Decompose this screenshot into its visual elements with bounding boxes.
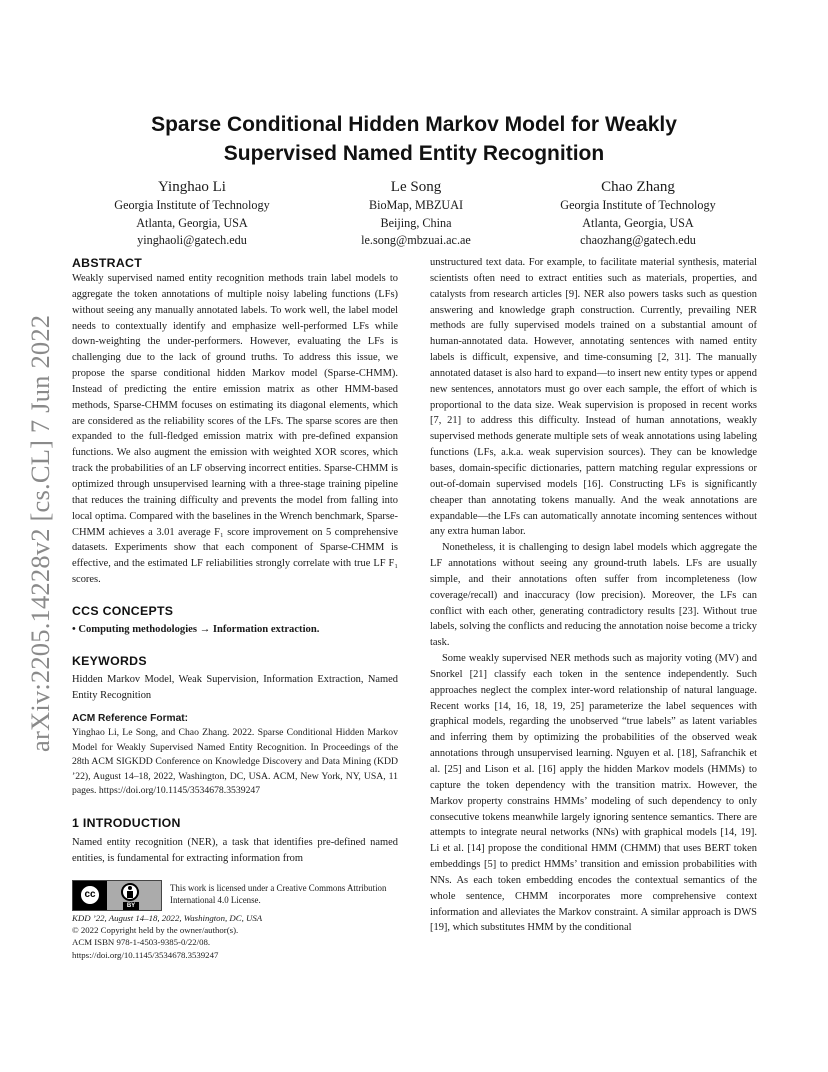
author-name: Yinghao Li: [158, 179, 226, 195]
arxiv-identifier: [8, 262, 68, 762]
conference-info: KDD ’22, August 14–18, 2022, Washington, DC, USA: [72, 913, 263, 923]
abstract-heading: ABSTRACT: [72, 256, 143, 270]
author-2: [296, 178, 536, 250]
body-paragraph: unstructured text data. For example, to facilitate material synthesis, material scientists often need to extract entities such as materials, properties, and catalysts from research articles [9]. NER also powers tasks such as question answering and knowledge graph construction. Currently, prevailing NER methods are fully supervised models trained on a substantial amount of human-annotated data. However, annotating sentences with named entity labels is difficult, expensive, and time-consuming [2, 31]. The manually annotated dataset is also hard to expand—to insert new entity types or append new sentences, annotators must go over each sample, the effort of which is proportional to the data size. Weak supervision is proposed in recent works [7, 21] to address this difficulty. Instead of human annotations, weakly supervised methods generate multiple sets of weak annotations using labeling functions (LFs, a.k.a. weak supervision sources). They can be knowledge bases, domain-specific dictionaries, pattern matching regular expressions or out-of-domain supervised models [16]. Constructing LFs is significantly cheaper than annotating tokens manually. And the weak annotations are expandable—the LFs can automatically annotate incoming sentences without any extra human labor.: [430, 257, 757, 538]
author-email: chaozhang@gatech.edu: [580, 233, 696, 247]
introduction-heading: 1 INTRODUCTION: [72, 816, 181, 830]
author-email: le.song@mbzuai.ac.ae: [361, 233, 471, 247]
acm-ref-text: Yinghao Li, Le Song, and Chao Zhang. 2022. Sparse Conditional Hidden Markov Model for Weakly Supervised Named Entity Recognition. In Proceedings of the 28th ACM SIGKDD Conference on Knowledge Discovery and Data Mining (KDD ’22), August 14–18, 2022, Washington, DC, USA. ACM, New York, NY, USA, 11 pages. https://doi.org/10.1145/3534678.3539247: [72, 727, 398, 797]
author-name: Le Song: [390, 179, 442, 195]
author-location: Beijing, China: [380, 215, 452, 230]
paper-title: [100, 110, 728, 168]
title-line: Supervised Named Entity Recognition: [223, 142, 605, 165]
right-column: [430, 255, 757, 936]
author-location: Atlanta, Georgia, USA: [136, 215, 248, 230]
left-column: [72, 255, 398, 815]
body-paragraph: Some weakly supervised NER methods such as majority voting (MV) and Snorkel [21] classify each token in the sentence independently. Such approaches neglect the complex inter-word relationship of natural language. Recent works [14, 16, 18, 19, 25] parameterize the label sequences with graphical models, regarding the unobserved “true labels” as latent variables and inferring them by optimizing the probabilities of the observed weak annotations through unsupervised learning. Nguyen et al. [18], Safranchik et al. [25] and Lison et al. [16] apply the hidden Markov models (HMMs) to capture the token dependency with the transition matrix. However, the Markov property constrains HMMs’ modeling of such dependency to only consecutive tokens meanwhile largely ignoring sentence semantics. There are attempts to integrate neural networks (NNs) with graphical models [14, 19]. Li et al. [14] propose the conditional HMM (CHMM) that uses BERT token embeddings [5] to predict HMMs’ transition and emission probabilities with NNs. As each token embedding encodes the contextual semantics of the whole sentence, CHMM incorporates more comprehensive context information and alleviates the Markov constraint. A similar approach is DWS [19], which substitutes HMM by the conditional: [430, 653, 757, 934]
author-affiliation: Georgia Institute of Technology: [560, 198, 716, 212]
introduction-text: Named entity recognition (NER), a task that identifies pre-defined named entities, is fundamental for extracting information from: [72, 837, 398, 864]
keywords-text: Hidden Markov Model, Weak Supervision, Information Extraction, Named Entity Recognition: [72, 673, 398, 701]
author-1: [72, 178, 312, 250]
author-affiliation: BioMap, MBZUAI: [368, 198, 464, 212]
ccs-item: • Computing methodologies → Information extraction.: [72, 623, 320, 635]
author-name: Chao Zhang: [601, 179, 675, 195]
cc-by-badge-icon[interactable]: [72, 880, 162, 911]
author-affiliation: Georgia Institute of Technology: [114, 198, 270, 212]
title-line: Sparse Conditional Hidden Markov Model for Weakly: [151, 113, 677, 136]
doi-link[interactable]: https://doi.org/10.1145/3534678.3539247: [72, 949, 219, 960]
footnote-block: [72, 912, 398, 961]
body-paragraph: Nonetheless, it is challenging to design label models which aggregate the LF annotations without seeing any ground-truth labels. LFs are usually simple, and their annotations often suffer from incompleteness (low coverage/recall) and inaccuracy (low precision). Moreover, the LFs can conflict with each other, generating contradictory results [23]. Without true labels, solving the conflicts and reducing the annotation noise become a tricky task.: [430, 542, 757, 649]
author-email: yinghaoli@gatech.edu: [137, 233, 247, 247]
author-location: Atlanta, Georgia, USA: [582, 215, 694, 230]
arxiv-id-text: arXiv:2205.14228v2 [cs.CL] 7 Jun 2022: [25, 314, 55, 752]
ccs-heading: CCS CONCEPTS: [72, 603, 174, 618]
license-text: This work is licensed under a Creative Commons Attribution International 4.0 License.: [170, 883, 387, 905]
keywords-heading: KEYWORDS: [72, 653, 147, 668]
copyright-info: © 2022 Copyright held by the owner/author(s).: [72, 925, 239, 936]
abstract-text: Weakly supervised named entity recognition methods train label models to aggregate the token annotations of multiple noisy labeling functions (LFs) without seeing any manually annotated labels. To work well, the label model needs to contextually identify and emphasize well-performed LFs while down-weighting the under-performers. However, evaluating the LFs is challenging due to the lack of ground truths. To address this issue, we propose the sparse conditional hidden Markov model (Sparse-CHMM). Instead of predicting the entire emission matrix as other HMM-based methods, Sparse-CHMM focuses on estimating its diagonal elements, which are considered as the reliability scores of the LFs. The sparse scores are then expanded to the full-fledged emission matrix with pre-defined expansion functions. We also augment the emission with weighted XOR scores, which track the probabilities of an LF observing incorrect entities. Sparse-CHMM is optimized through unsupervised learning with a three-stage training pipeline that reduces the training difficulty and prevents the model from falling into local optima. Compared with the baselines in the Wrench benchmark, Sparse-CHMM achieves a 3.01 average F₁ score improvement on 5 comprehensive datasets. Experiments show that each component of Sparse-CHMM is effective, and the estimated LF reliabilities strongly correlate with true LF F₁ scores.: [72, 273, 398, 586]
by-label: BY: [123, 902, 139, 910]
isbn-info: ACM ISBN 978-1-4503-9385-0/22/08.: [72, 937, 211, 948]
cc-icon: cc: [79, 884, 101, 906]
attribution-person-icon: [121, 883, 139, 901]
author-3: [518, 178, 758, 250]
acm-ref-heading: ACM Reference Format:: [72, 713, 189, 725]
